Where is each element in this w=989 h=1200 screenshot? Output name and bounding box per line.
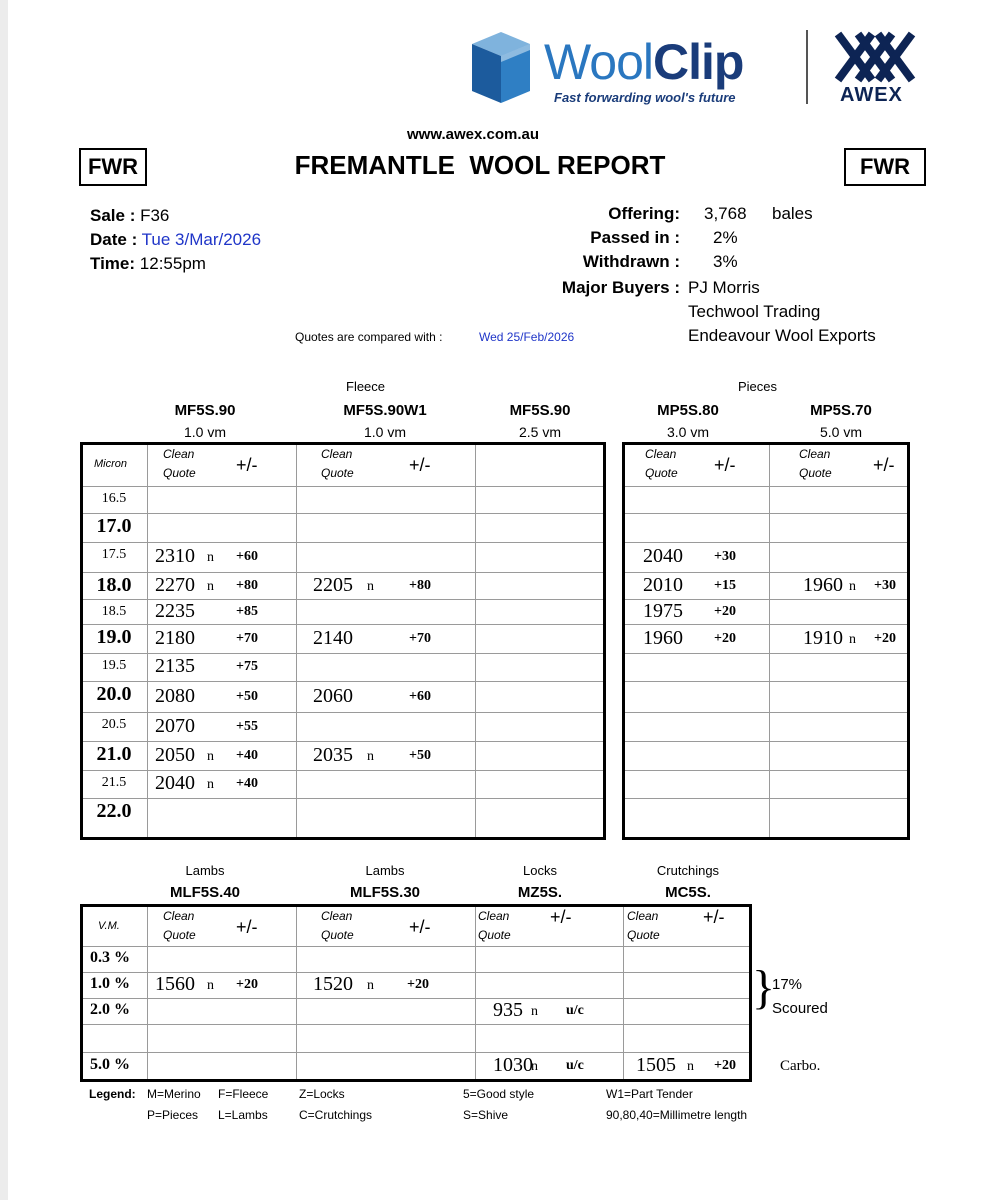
nominal-flag: n (531, 1058, 538, 1074)
awex-text: AWEX (840, 84, 903, 106)
quote-price: 1910 (803, 626, 843, 649)
quote-label: Quote (645, 466, 678, 480)
nominal-flag: n (687, 1058, 694, 1074)
logo-tagline: Fast forwarding wool's future (554, 90, 736, 105)
legend-item: P=Pieces (147, 1108, 199, 1122)
quote-label: Quote (163, 466, 196, 480)
row-divider (83, 741, 603, 742)
nominal-flag: n (207, 777, 214, 792)
column-code: MF5S.90 (509, 402, 571, 419)
woolclip-logo (470, 28, 790, 108)
row-divider (625, 798, 907, 799)
sale-label: Sale : (90, 206, 136, 225)
quote-price: 2310 (155, 545, 195, 567)
quote-label: Quote (163, 928, 196, 942)
quote-change: +60 (409, 688, 431, 704)
row-divider (625, 741, 907, 742)
clean-label: Clean (321, 909, 353, 923)
quote-change: +20 (874, 630, 896, 646)
quote-change: u/c (566, 1003, 584, 1018)
column-divider (147, 445, 148, 837)
quote-price: 1960 (803, 573, 843, 596)
quote-change: u/c (566, 1057, 584, 1073)
quote-price: 1520 (313, 973, 353, 995)
legend-item: S=Shive (463, 1108, 509, 1122)
scoured-label: Scoured (772, 1000, 828, 1017)
column-vm: 1.0 vm (183, 424, 226, 440)
nominal-flag: n (849, 578, 856, 594)
quote-change: +60 (236, 549, 258, 564)
micron-value: 20.0 (96, 683, 132, 705)
time-value: 12:55pm (139, 254, 206, 273)
quote-price: 1975 (643, 599, 683, 622)
header-divider (83, 486, 603, 487)
quote-price: 2080 (155, 684, 195, 707)
nominal-flag: n (207, 550, 214, 565)
nominal-flag: n (367, 748, 374, 764)
micron-value: 22.0 (96, 800, 132, 822)
vm-value: 2.0 % (90, 1001, 130, 1018)
row-divider (625, 653, 907, 654)
time-label: Time: (90, 254, 136, 273)
lamb-code: MLF5S.30 (349, 884, 421, 901)
awex-logo (832, 30, 918, 110)
row-divider (83, 770, 603, 771)
quote-label: Quote (799, 466, 832, 480)
quote-price: 935 (493, 999, 523, 1021)
legend-item: 90,80,40=Millimetre length (606, 1108, 748, 1122)
clean-label: Clean (478, 909, 510, 923)
withdrawn-label: Withdrawn : (582, 252, 680, 271)
plus-minus-label: +/- (236, 917, 258, 937)
lamb-group: Locks (523, 863, 557, 878)
micron-value: 20.5 (101, 717, 127, 732)
quote-change: +30 (874, 577, 896, 593)
nominal-flag: n (367, 978, 374, 993)
row-divider (625, 770, 907, 771)
quote-price: 2050 (155, 743, 195, 766)
quote-price: 1030 (493, 1053, 533, 1076)
quote-price: 2140 (313, 626, 353, 649)
group-pieces: Pieces (738, 379, 778, 394)
clean-label: Clean (321, 447, 353, 461)
clean-label: Clean (163, 909, 195, 923)
micron-value: 18.0 (96, 574, 132, 596)
column-divider (623, 907, 624, 1079)
header-divider (625, 486, 907, 487)
buyer-2: Techwool Trading (688, 302, 821, 321)
carbo-label: Carbo. (780, 1058, 821, 1074)
plus-minus-label: +/- (714, 455, 736, 475)
vm-value: 0.3 % (90, 949, 130, 966)
legend-item: L=Lambs (218, 1108, 268, 1122)
row-divider (83, 542, 603, 543)
plus-minus-label: +/- (703, 907, 725, 927)
nominal-flag: n (207, 978, 214, 993)
row-divider (83, 624, 603, 625)
left-edge-shadow (0, 0, 8, 1200)
lamb-code: MC5S. (665, 884, 711, 901)
micron-value: 19.0 (96, 626, 132, 648)
buyer-3: Endeavour Wool Exports (688, 326, 876, 345)
micron-value: 21.0 (96, 743, 132, 765)
column-divider (296, 907, 297, 1079)
quote-change: +20 (407, 977, 429, 992)
row-divider (83, 513, 603, 514)
row-divider (83, 798, 603, 799)
column-divider (296, 445, 297, 837)
sale-info (90, 204, 261, 276)
scoured-brace: } (752, 961, 776, 1014)
quote-change: +80 (236, 577, 258, 593)
passed-value: 2% (713, 228, 738, 247)
quote-change: +75 (236, 659, 258, 674)
website-link[interactable]: www.awex.com.au (407, 126, 539, 143)
row-divider (625, 542, 907, 543)
lamb-group: Crutchings (656, 863, 720, 878)
nominal-flag: n (367, 578, 374, 594)
micron-value: 21.5 (101, 775, 127, 790)
quote-label: Quote (321, 928, 354, 942)
quote-change: +70 (409, 630, 431, 646)
quote-price: 2235 (155, 599, 195, 622)
group-fleece: Fleece (346, 379, 386, 394)
lamb-group: Lambs (185, 863, 225, 878)
quote-change: +20 (236, 977, 258, 992)
quote-change: +20 (714, 603, 736, 619)
clean-label: Clean (163, 447, 195, 461)
offering-unit: bales (772, 204, 813, 223)
quote-change: +30 (714, 549, 736, 564)
row-divider (625, 624, 907, 625)
column-code: MF5S.90W1 (343, 402, 427, 419)
row-divider (625, 681, 907, 682)
column-vm: 3.0 vm (666, 424, 709, 440)
quote-price: 1960 (643, 626, 683, 649)
column-divider (475, 445, 476, 837)
sale-value: F36 (140, 206, 170, 225)
micron-value: 18.5 (101, 604, 127, 619)
column-vm: 5.0 vm (819, 424, 862, 440)
row-divider (625, 712, 907, 713)
column-divider (147, 907, 148, 1079)
quote-price: 1560 (155, 973, 195, 995)
vm-value: 1.0 % (90, 975, 130, 992)
clean-label: Clean (799, 447, 831, 461)
date-value: Tue 3/Mar/2026 (141, 230, 262, 249)
quote-change: +50 (236, 688, 258, 704)
logo-wool-text: Wool (544, 34, 654, 90)
quote-change: +50 (409, 747, 431, 763)
legend-item: Z=Locks (299, 1087, 345, 1101)
row-divider (83, 1024, 749, 1025)
quote-change: +40 (236, 747, 258, 763)
legend-item: 5=Good style (463, 1087, 535, 1101)
plus-minus-label: +/- (409, 917, 431, 937)
badge-left: FWR (79, 148, 147, 186)
vm-header: V.M. (98, 920, 120, 932)
nominal-flag: n (207, 748, 214, 764)
quote-change: +85 (236, 603, 258, 619)
quote-change: +20 (714, 1057, 736, 1073)
legend-label: Legend: (89, 1087, 136, 1101)
quote-change: +20 (714, 630, 736, 646)
row-divider (83, 712, 603, 713)
clean-label: Clean (645, 447, 677, 461)
vm-value: 5.0 % (90, 1055, 130, 1073)
clean-label: Clean (627, 909, 659, 923)
quote-price: 2040 (155, 772, 195, 794)
quote-change: +70 (236, 630, 258, 646)
micron-value: 19.5 (101, 658, 127, 673)
lamb-code: MLF5S.40 (169, 884, 241, 901)
nominal-flag: n (207, 578, 214, 594)
plus-minus-label: +/- (409, 455, 431, 475)
column-code: MP5S.80 (657, 402, 719, 419)
quote-change: +55 (236, 718, 258, 734)
plus-minus-label: +/- (873, 455, 895, 475)
quote-change: +40 (236, 776, 258, 791)
buyers-label: Major Buyers : (561, 278, 680, 297)
legend-item: M=Merino (147, 1087, 201, 1101)
badge-right: FWR (844, 148, 926, 186)
report-title: FREMANTLE WOOL REPORT (294, 150, 666, 180)
quote-price: 2180 (155, 626, 195, 649)
logo-divider (806, 30, 808, 104)
quote-change: +15 (714, 577, 736, 593)
offering-label: Offering: (608, 204, 680, 223)
quote-price: 2270 (155, 573, 195, 596)
quote-price: 2205 (313, 573, 353, 596)
quote-label: Quote (478, 928, 511, 942)
micron-value: 17.5 (101, 547, 127, 562)
withdrawn-value: 3% (713, 252, 738, 271)
quote-label: Quote (627, 928, 660, 942)
header-divider (83, 946, 749, 947)
quote-price: 2010 (643, 573, 683, 596)
quote-price: 2070 (155, 714, 195, 737)
nominal-flag: n (531, 1004, 538, 1019)
compare-date: Wed 25/Feb/2026 (479, 330, 575, 344)
offering-value: 3,768 (704, 204, 747, 223)
cube-icon (470, 30, 532, 105)
micron-header: Micron (94, 458, 128, 470)
lamb-group: Lambs (365, 863, 405, 878)
column-code: MF5S.90 (174, 402, 236, 419)
row-divider (83, 653, 603, 654)
column-code: MP5S.70 (810, 402, 872, 419)
column-divider (475, 907, 476, 1079)
compare-label: Quotes are compared with : (295, 330, 443, 344)
quote-price: 2035 (313, 743, 353, 766)
row-divider (83, 998, 749, 999)
row-divider (625, 513, 907, 514)
lamb-code: MZ5S. (517, 884, 563, 901)
scoured-pct: 17% (772, 976, 803, 993)
micron-value: 16.5 (101, 491, 127, 506)
quote-price: 2060 (313, 684, 353, 707)
logo-clip-text: Clip (653, 34, 744, 90)
plus-minus-label: +/- (550, 907, 572, 927)
awex-mark-icon (832, 30, 918, 84)
passed-label: Passed in : (590, 228, 680, 247)
legend-item: F=Fleece (218, 1087, 269, 1101)
legend-item: C=Crutchings (299, 1108, 373, 1122)
buyer-1: PJ Morris (688, 278, 760, 297)
legend-item: W1=Part Tender (606, 1087, 693, 1101)
nominal-flag: n (849, 631, 856, 647)
quote-price: 2040 (643, 545, 683, 567)
column-vm: 2.5 vm (518, 424, 561, 440)
column-vm: 1.0 vm (363, 424, 406, 440)
row-divider (83, 681, 603, 682)
quote-price: 2135 (155, 655, 195, 677)
quote-price: 1505 (636, 1053, 676, 1076)
micron-value: 17.0 (96, 515, 132, 537)
quote-label: Quote (321, 466, 354, 480)
quote-change: +80 (409, 577, 431, 593)
date-label: Date : (90, 230, 138, 249)
column-divider (769, 445, 770, 837)
plus-minus-label: +/- (236, 455, 258, 475)
